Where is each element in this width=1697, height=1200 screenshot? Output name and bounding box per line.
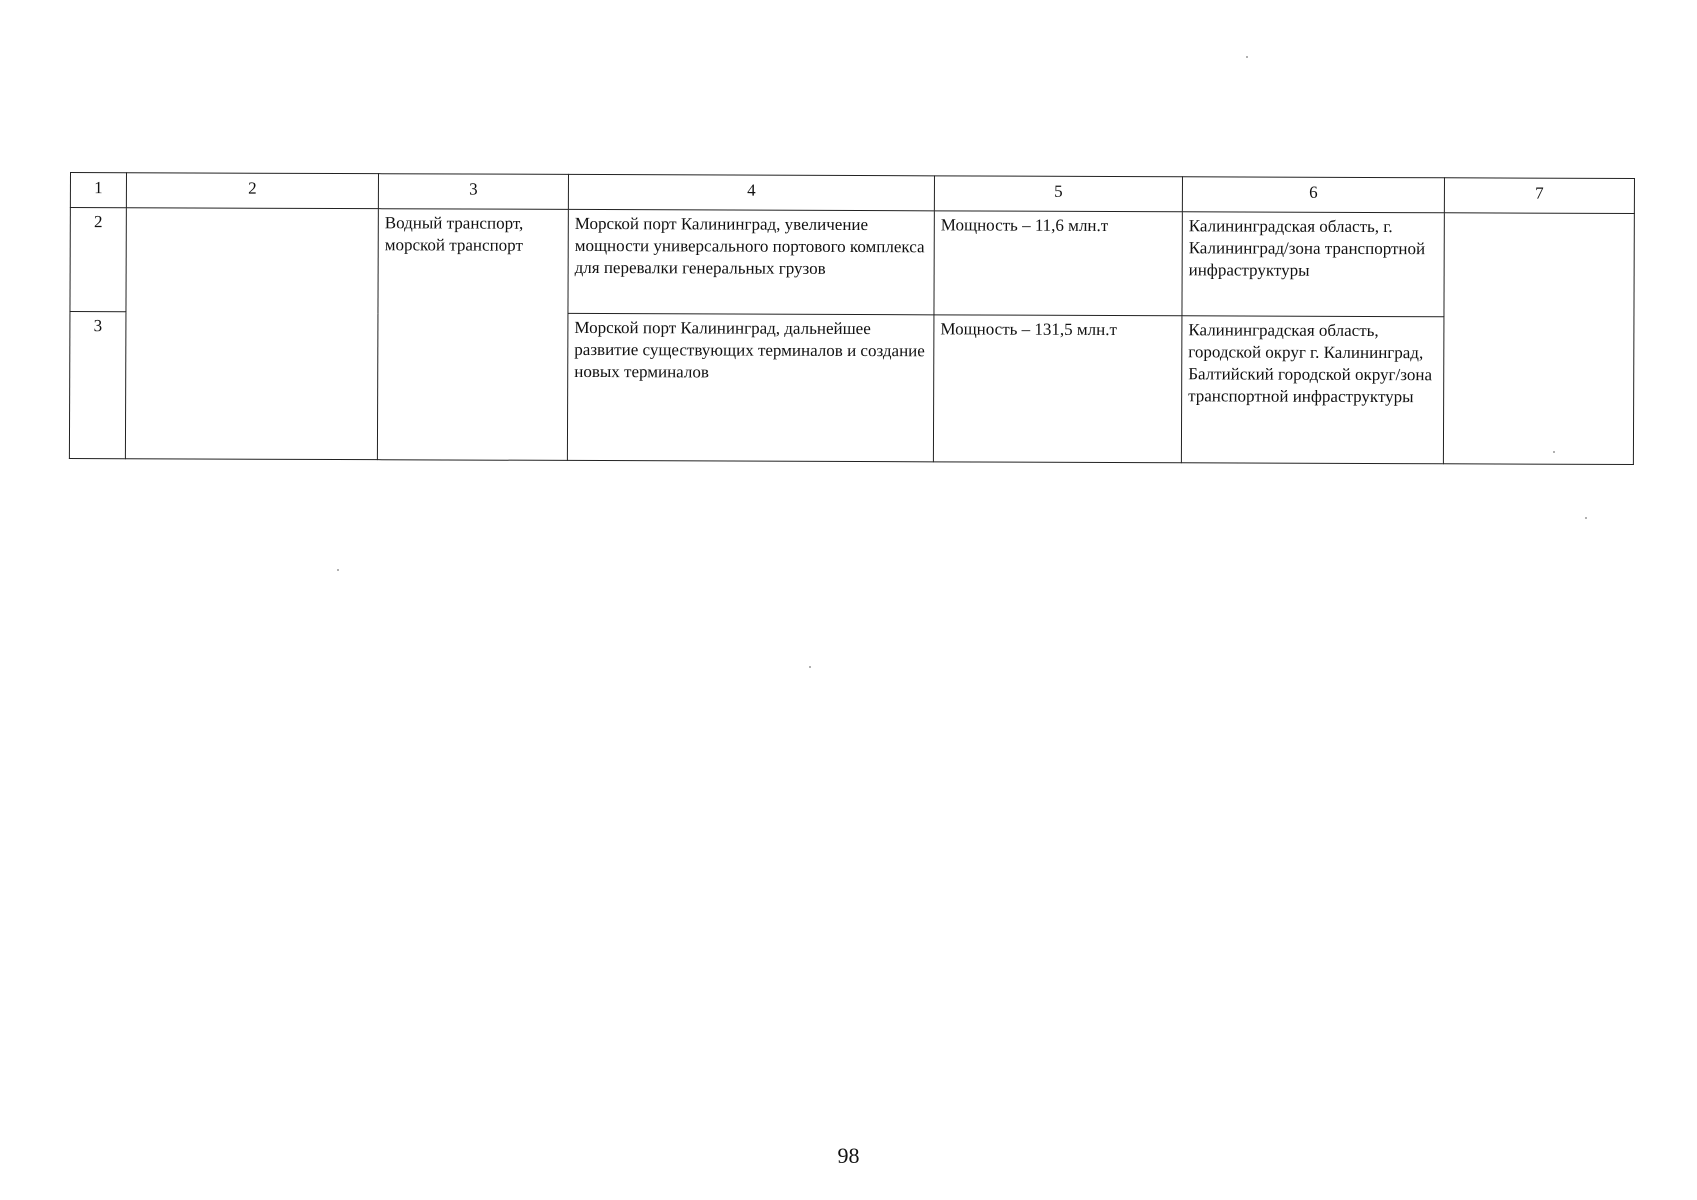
- scan-speck: [1553, 451, 1555, 453]
- row-number: 3: [69, 312, 126, 459]
- scan-speck: [337, 569, 339, 571]
- object-description-cell: Морской порт Калининград, увеличение мощности универсального портового комплекса для перевалки генеральных грузов: [568, 209, 934, 314]
- header-cell-2: 2: [126, 173, 378, 209]
- header-cell-4: 4: [568, 174, 934, 210]
- scan-speck: [809, 666, 811, 668]
- location-cell: Калининградская область, городской округ г. Калининград, Балтийский городской округ/зона транспортной инфраструктуры: [1181, 316, 1444, 464]
- row-number: 2: [70, 208, 126, 312]
- header-cell-3: 3: [378, 174, 568, 210]
- capacity-cell: Мощность – 11,6 млн.т: [934, 211, 1182, 316]
- header-cell-6: 6: [1182, 177, 1444, 213]
- transport-type-cell: Водный транспорт, морской транспорт: [377, 209, 568, 461]
- header-cell-1: 1: [70, 173, 126, 208]
- scan-speck: [1246, 56, 1248, 58]
- scan-speck: [1585, 517, 1587, 519]
- objects-table: [69, 172, 1635, 465]
- location-cell: Калининградская область, г. Калининград/зона транспортной инфраструктуры: [1182, 212, 1444, 317]
- header-row: [70, 173, 1634, 214]
- col7-cell-empty: [1443, 213, 1634, 465]
- table-row: [70, 208, 1634, 318]
- capacity-cell: Мощность – 131,5 млн.т: [933, 315, 1182, 463]
- header-cell-7: 7: [1444, 178, 1634, 214]
- page-number: 98: [837, 1143, 860, 1168]
- header-cell-5: 5: [934, 176, 1182, 212]
- col2-cell-empty: [125, 208, 378, 460]
- object-description-cell: Морской порт Калининград, дальнейшее развитие существующих терминалов и создание новых терминалов: [567, 313, 934, 461]
